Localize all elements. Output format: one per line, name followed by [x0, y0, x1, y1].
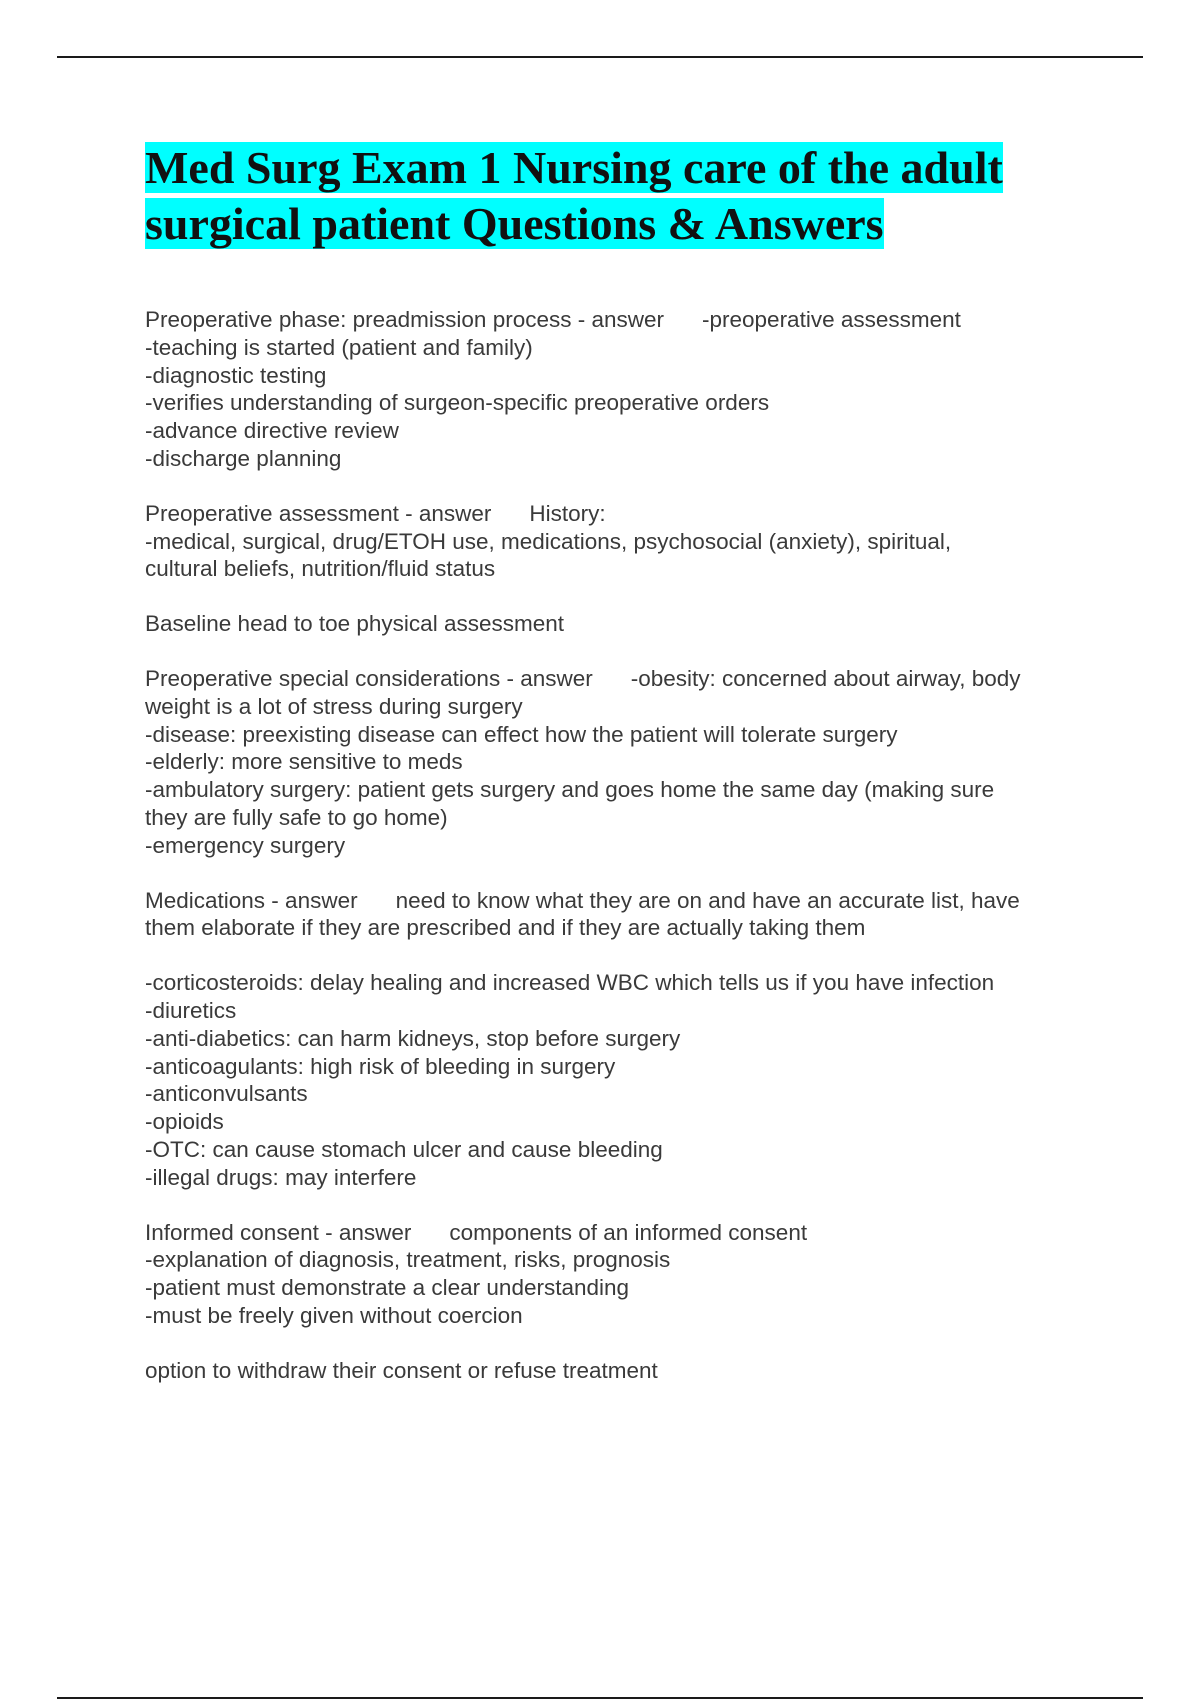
list-item: -opioids: [145, 1109, 224, 1135]
document-title: [145, 140, 1105, 252]
answer-line: they are fully safe to go home): [145, 804, 448, 830]
answer-line: -emergency surgery: [145, 832, 346, 858]
qa-preoperative-phase: [145, 306, 1105, 473]
list-item: -illegal drugs: may interfere: [145, 1164, 417, 1190]
answer-line: option to withdraw their consent or refuse treatment: [145, 1357, 658, 1383]
title-line-2: surgical patient Questions & Answers: [145, 198, 884, 249]
list-item: -corticosteroids: delay healing and increased WBC which tells us if you have infection: [145, 970, 995, 996]
qa-informed-consent: [145, 1219, 1105, 1330]
top-divider: [57, 56, 1143, 58]
answer-text: -preoperative assessment: [702, 307, 961, 332]
answer-line: -disease: preexisting disease can effect how the patient will tolerate surgery: [145, 721, 898, 747]
answer-text: History:: [529, 500, 606, 526]
bottom-divider: [57, 1697, 1143, 1699]
question-text: Preoperative special considerations - answer: [145, 665, 593, 691]
question-text: Informed consent - answer: [145, 1219, 412, 1245]
answer-text: components of an informed consent: [449, 1219, 808, 1245]
answer-line: -advance directive review: [145, 418, 399, 444]
list-item: -anticonvulsants: [145, 1081, 308, 1107]
question-text: Medications - answer: [145, 887, 358, 913]
qa-medications: [145, 887, 1105, 943]
answer-line: -elderly: more sensitive to meds: [145, 749, 463, 775]
answer-line: -ambulatory surgery: patient gets surgery and goes home the same day (making sure: [145, 777, 995, 803]
answer-line: -verifies understanding of surgeon-specific preoperative orders: [145, 390, 770, 416]
qa-special-considerations: [145, 665, 1105, 860]
baseline-assessment-note: [145, 610, 1105, 638]
document-body: [145, 140, 1105, 1412]
consent-withdraw-note: [145, 1357, 1105, 1385]
list-item: -anticoagulants: high risk of bleeding in surgery: [145, 1053, 616, 1079]
answer-text: -obesity: concerned about airway, body: [630, 665, 1021, 691]
answer-line: -medical, surgical, drug/ETOH use, medications, psychosocial (anxiety), spiritual,: [145, 528, 952, 554]
question-text: Preoperative phase: preadmission process - answer: [145, 307, 665, 332]
medication-list: [145, 969, 1105, 1191]
answer-text: need to know what they are on and have an accurate list, have: [395, 887, 1020, 913]
title-line-1: Med Surg Exam 1 Nursing care of the adult: [145, 142, 1003, 193]
answer-line: weight is a lot of stress during surgery: [145, 693, 523, 719]
list-item: -anti-diabetics: can harm kidneys, stop before surgery: [145, 1025, 681, 1051]
answer-line: Baseline head to toe physical assessment: [145, 611, 564, 637]
answer-line: -diagnostic testing: [145, 362, 327, 388]
answer-line: cultural beliefs, nutrition/fluid status: [145, 556, 496, 582]
answer-line: -patient must demonstrate a clear understanding: [145, 1275, 630, 1301]
answer-line: -discharge planning: [145, 445, 342, 471]
answer-line: -teaching is started (patient and family): [145, 334, 533, 360]
question-text: Preoperative assessment - answer: [145, 500, 492, 526]
answer-line: them elaborate if they are prescribed and if they are actually taking them: [145, 915, 866, 941]
qa-preoperative-assessment: [145, 500, 1105, 583]
list-item: -diuretics: [145, 997, 237, 1023]
list-item: -OTC: can cause stomach ulcer and cause bleeding: [145, 1136, 663, 1162]
answer-line: -must be freely given without coercion: [145, 1302, 523, 1328]
answer-line: -explanation of diagnosis, treatment, risks, prognosis: [145, 1247, 671, 1273]
